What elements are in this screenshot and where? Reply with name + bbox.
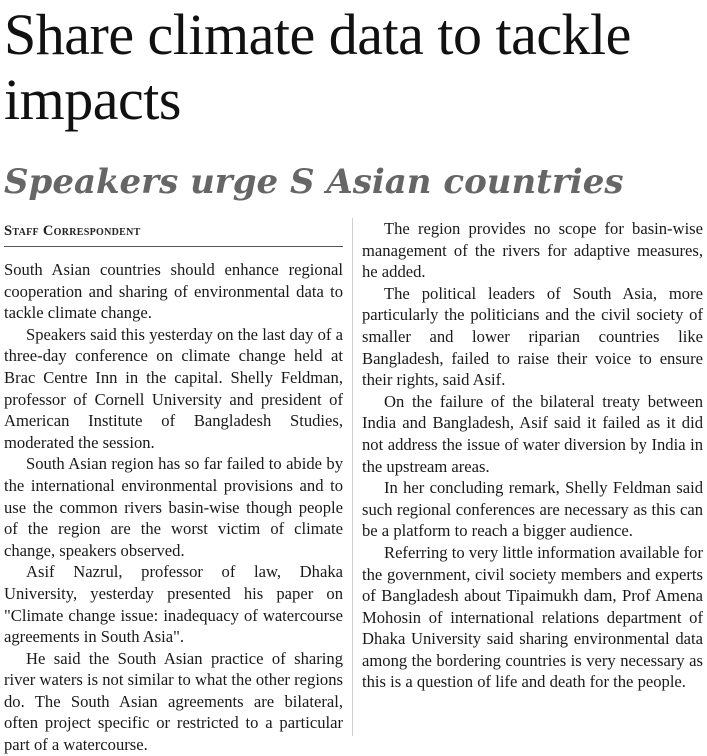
article-right-column (362, 218, 703, 693)
paragraph: In her concluding remark, Shelly Feldman said such regional conferences are necessary as this can be a platform to reach a bigger audience. (362, 478, 703, 541)
paragraph: Asif Nazrul, professor of law, Dhaka University, yesterday presented his paper on "Climate change issue: inadequacy of watercourse agreements in South Asia". (4, 562, 343, 647)
article-left-column (4, 218, 343, 756)
paragraph: Referring to very little information available for the government, civil society members and experts of Bangladesh about Tipaimukh dam, Prof Amena Mohosin of international relations department of Dhaka University said sharing environmental data among the bordering countries is very necessary as this is a question of life and death for the people. (362, 542, 703, 692)
paragraph: South Asian region has so far failed to abide by the international environmental provisions and to use the common rivers basin-wise though people of the region are the worst victim of climate change, speakers observed. (4, 454, 343, 560)
paragraph: He said the South Asian practice of sharing river waters is not similar to what the other regions do. The South Asian agreements are bilateral, often project specific or restricted to a particular part of a watercourse. (4, 648, 343, 755)
headline: Share climate data to tackle impacts (4, 2, 631, 132)
paragraph: The political leaders of South Asia, more particularly the politicians and the civil society of smaller and lower riparian countries like Bangladesh, failed to raise their voice to ensure their rights, said Asif. (362, 283, 703, 390)
paragraph: Speakers said this yesterday on the last day of a three-day conference on climate change held at Brac Centre Inn in the capital. Shelly Feldman, professor of Cornell University and president of American Institute of Bangladesh Studies, moderated the session. (4, 324, 343, 452)
paragraph: On the failure of the bilateral treaty between India and Bangladesh, Asif said it failed as it did not address the issue of water diversion by India in the upstream areas. (362, 391, 703, 476)
paragraph: South Asian countries should enhance regional cooperation and sharing of environmental data to tackle climate change. (4, 260, 343, 323)
column-divider (352, 218, 353, 736)
paragraph: The region provides no scope for basin-wise management of the rivers for adaptive measures, he added. (362, 219, 703, 282)
subheadline: Speakers urge S Asian countries (4, 162, 624, 202)
byline: Staff Correspondent (4, 222, 343, 247)
